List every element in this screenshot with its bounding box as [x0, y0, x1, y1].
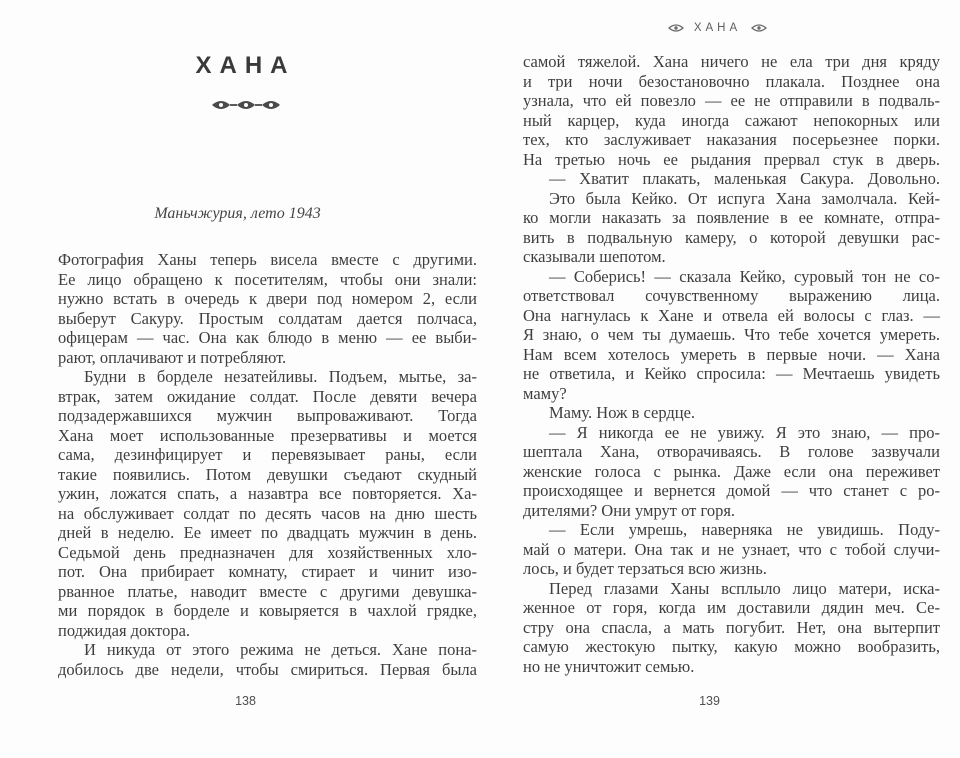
leaf-ornament-icon: [751, 23, 767, 33]
text-line: ный карцер, куда иногда сажают непокорных или: [523, 110, 940, 130]
text-line: но не уничтожит семью.: [523, 656, 695, 676]
text-line: рают, оплачивают и потребляют.: [58, 347, 287, 367]
text-line: Фотография Ханы теперь висела вместе с другими.: [58, 250, 477, 269]
leaf-ornament-icon: [668, 23, 684, 33]
text-line: вить в подвальную камеру, о которой девушки рас-: [523, 227, 940, 247]
text-line: Нам всем хотелось умереть в первые ночи. — Хана: [523, 344, 940, 364]
text-line: сказывали шепотом.: [523, 247, 666, 266]
running-head: [509, 22, 926, 34]
text-line: ко могли наказать за появление в ее комнате, отпра-: [523, 208, 940, 227]
text-line: самой тяжелой. Хана ничего не ела три дня кряду: [523, 52, 940, 71]
text-line: Она нагнулась к Хане и отвела ей волосы с глаз. —: [523, 305, 940, 325]
text-line: И никуда от этого режима не деться. Хане пона-: [84, 640, 477, 659]
text-line: нужно встать в очередь к двери под номером 2, если: [58, 289, 477, 308]
text-line: втрак, затем ожидание солдат. После девяти вечера: [58, 386, 477, 406]
text-line: поджидая доктора.: [58, 620, 191, 640]
text-line: — Если умрешь, наверняка не увидишь. Поду-: [549, 520, 940, 539]
text-line: стру она спасла, а мать погубит. Нет, она вытерпит: [523, 617, 940, 637]
text-line: Я знаю, о чем ты думаешь. Что тебе хочется умереть.: [523, 325, 940, 344]
text-line: Ее лицо обращено к посетителям, чтобы они знали:: [58, 269, 477, 289]
text-line: Это была Кейко. От испуга Хана замолчала. Кей-: [549, 188, 940, 208]
text-line: — Соберись! — сказала Кейко, суровый тон не со-: [549, 266, 940, 286]
text-line: тех, кто заслуживает наказания посерьезнее порки.: [523, 130, 940, 149]
fleuron-icon: [211, 98, 281, 112]
text-line: узнала, что ей повезло — ее не отправили в подваль-: [523, 91, 940, 110]
text-line: рванное платье, наводит вместе с другими девушка-: [58, 581, 477, 601]
text-line: — Я никогда ее не увижу. Я это знаю, — про-: [549, 422, 940, 442]
text-line: маму?: [523, 383, 567, 403]
right-page-text: [523, 52, 940, 676]
text-line: Будни в борделе незатейливы. Подъем, мытье, за-: [84, 367, 477, 386]
text-line: происходящее и вернется домой — что станет с ро-: [523, 481, 940, 500]
chapter-fleuron-ornament: [36, 96, 455, 114]
text-line: сама, дезинфицирует и перевязывает раны, если: [58, 445, 477, 464]
text-line: ответствовал сочувственному выражению лица.: [523, 286, 940, 305]
text-line: На третью ночь ее рыдания прервал стук в дверь.: [523, 149, 940, 169]
left-page: [58, 0, 477, 758]
text-line: лось, и будет терзаться всю жизнь.: [523, 559, 767, 578]
chapter-title: ХАНА: [195, 52, 296, 79]
text-line: Хана моет использованные презервативы и моется: [58, 425, 477, 445]
text-line: на обслуживает солдат по десять часов на дню шесть: [58, 503, 477, 523]
text-line: Седьмой день предназначен для хозяйственных хло-: [58, 542, 477, 562]
text-line: ужин, ложатся спать, а назавтра все повторяется. Ха-: [58, 484, 477, 503]
text-line: — Хватит плакать, маленькая Сакура. Довольно.: [549, 169, 940, 188]
left-page-text: [58, 250, 477, 679]
page-number-right: 139: [699, 694, 720, 708]
text-line: шептала Хана, отворачиваясь. В голове зазвучали: [523, 442, 940, 461]
text-line: май о матери. Она так и не узнает, что с тобой случи-: [523, 539, 940, 559]
text-line: офицерам — час. Она как блюдо в меню — ее выби-: [58, 328, 477, 347]
text-line: ми порядок в борделе и ковыряется в чахлой грядке,: [58, 601, 477, 620]
text-line: дителями? Они умрут от горя.: [523, 500, 736, 520]
text-line: самую жестокую пытку, какую можно вообразить,: [523, 637, 940, 656]
text-line: подзадержавшихся мужчин выпроваживают. Тогда: [58, 406, 477, 425]
text-line: добилось две недели, чтобы смириться. Первая была: [58, 659, 477, 679]
text-line: Маму. Нож в сердце.: [549, 403, 696, 422]
text-line: женские голоса с рынка. Даже если она переживет: [523, 461, 940, 481]
text-line: не ответила, и Кейко спросила: — Мечтаешь увидеть: [523, 364, 940, 383]
text-line: и три ночи безостановочно плакала. Позднее она: [523, 71, 940, 91]
text-line: такие появились. Потом девушки съедают скудный: [58, 464, 477, 484]
chapter-dateline: Маньчжурия, лето 1943: [154, 205, 321, 222]
page-number-left: 138: [235, 694, 256, 708]
text-line: выберут Сакуру. Простым солдатам дается полчаса,: [58, 308, 477, 328]
text-line: пот. Она прибирает комнату, стирает и чинит изо-: [58, 562, 477, 581]
running-head-title: ХАНА: [693, 22, 742, 34]
text-line: Перед глазами Ханы всплыло лицо матери, иска-: [549, 578, 940, 598]
right-page: [523, 0, 940, 758]
text-line: женное от горя, когда им доставили дядин меч. Се-: [523, 598, 940, 617]
text-line: дней в неделю. Ее имеет по двадцать мужчин в день.: [58, 523, 477, 542]
